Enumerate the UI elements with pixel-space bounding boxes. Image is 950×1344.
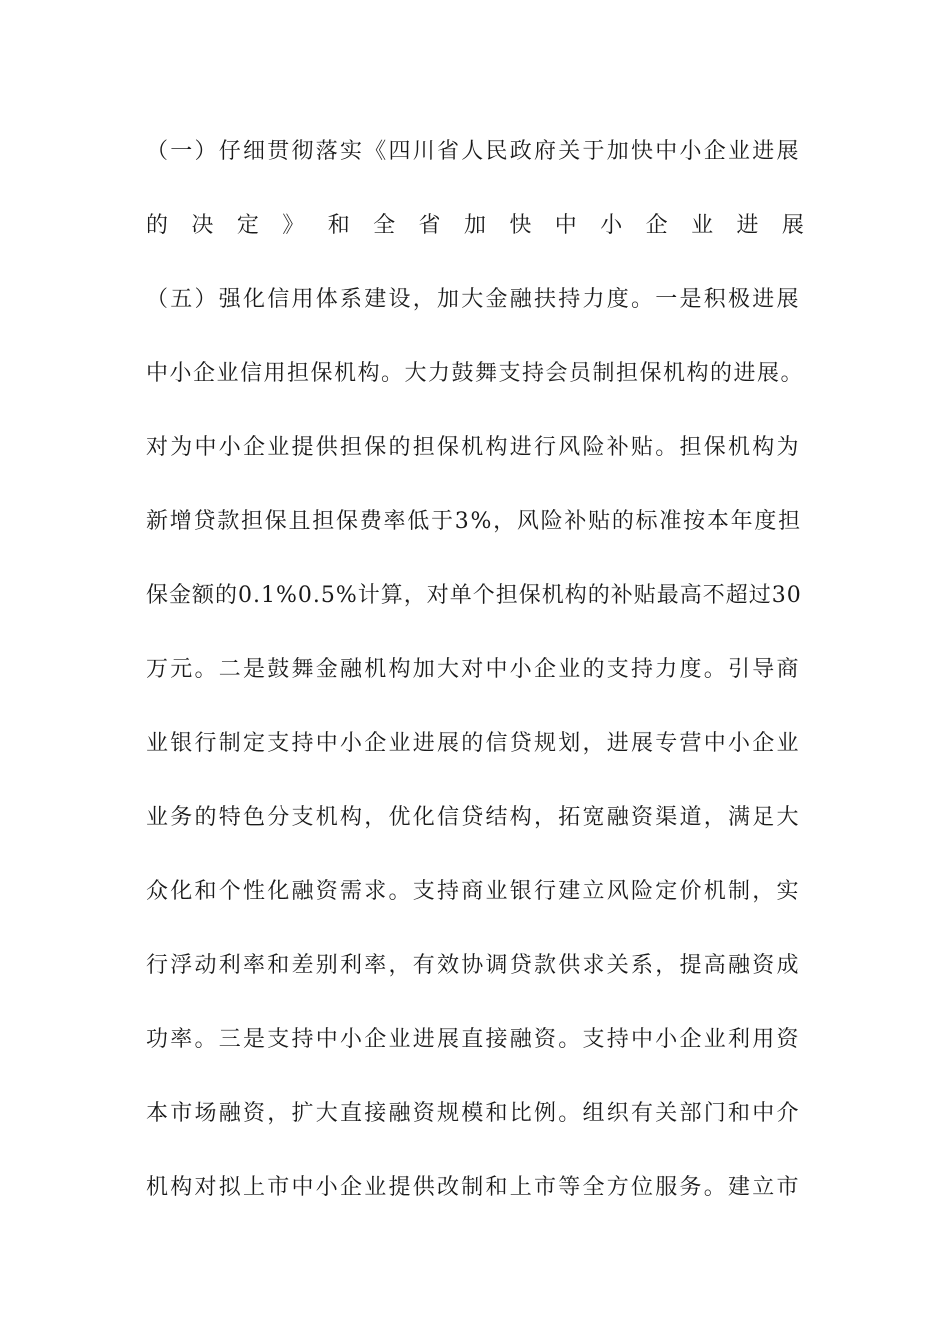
char: 》 [282,213,305,238]
char: 业 [691,213,714,238]
char: 省 [418,213,441,238]
text-line-3: （五）强化信用体系建设，加大金融扶持力度。一是积极进展 [146,287,801,312]
text-line-10: 业务的特色分支机构，优化信贷结构，拓宽融资渠道，满足大 [146,805,801,830]
char: 和 [327,213,350,238]
text-line-13: 功率。三是支持中小企业进展直接融资。支持中小企业利用资 [146,1027,801,1052]
char: 决 [191,213,214,238]
char: 展 [781,213,804,238]
text-line-9: 业银行制定支持中小企业进展的信贷规划，进展专营中小企业 [146,731,801,756]
text-line-12: 行浮动利率和差别利率，有效协调贷款供求关系，提高融资成 [146,953,801,978]
char: 企 [645,213,668,238]
char: 加 [463,213,486,238]
text-line-7: 保金额的0.1%0.5%计算，对单个担保机构的补贴最高不超过30 [146,583,802,608]
text-line-1: （一）仔细贯彻落实《四川省人民政府关于加快中小企业进展 [146,139,801,164]
text-line-15: 机构对拟上市中小企业提供改制和上市等全方位服务。建立市 [146,1175,801,1200]
text-line-5: 对为中小企业提供担保的担保机构进行风险补贴。担保机构为 [146,435,801,460]
char: 中 [554,213,577,238]
text-line-14: 本市场融资，扩大直接融资规模和比例。组织有关部门和中介 [146,1101,801,1126]
char: 全 [373,213,396,238]
text-line-4: 中小企业信用担保机构。大力鼓舞支持会员制担保机构的进展。 [146,361,805,386]
text-line-2-justified [146,211,804,241]
char: 快 [509,213,532,238]
char: 进 [736,213,759,238]
text-line-8: 万元。二是鼓舞金融机构加大对中小企业的支持力度。引导商 [146,657,801,682]
char: 定 [236,213,259,238]
text-line-11: 众化和个性化融资需求。支持商业银行建立风险定价机制，实 [146,879,801,904]
char: 的 [146,213,169,238]
char: 小 [600,213,623,238]
text-line-6: 新增贷款担保且担保费率低于3%，风险补贴的标准按本年度担 [146,509,802,534]
